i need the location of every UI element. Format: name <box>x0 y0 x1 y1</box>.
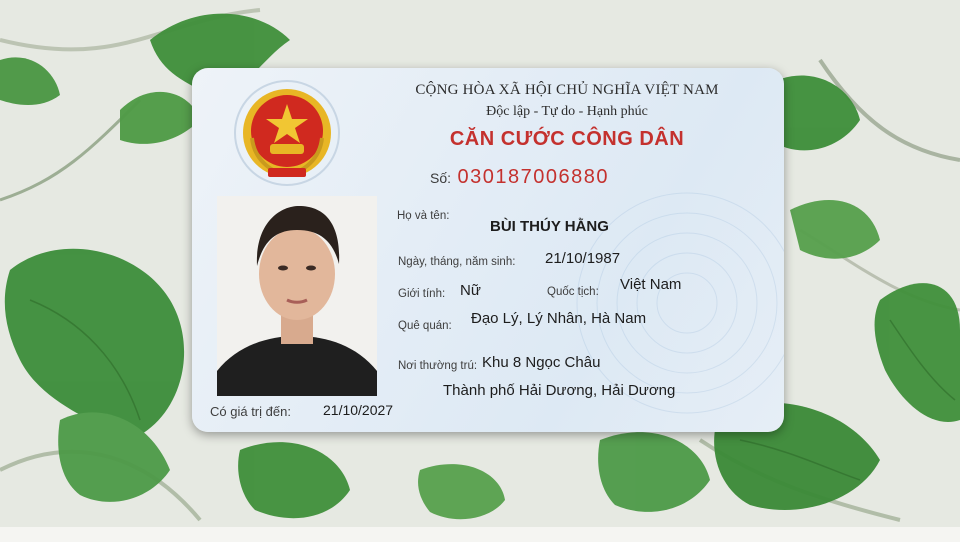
citizen-id-card <box>192 68 784 432</box>
residence-line-2: Thành phố Hải Dương, Hải Dương <box>443 382 676 399</box>
card-number-row <box>430 166 609 189</box>
card-number: 030187006880 <box>457 166 609 188</box>
hometown: Đạo Lý, Lý Nhân, Hà Nam <box>471 310 647 327</box>
portrait-photo <box>217 196 377 396</box>
national-emblem-icon <box>232 78 342 188</box>
hometown-label: Quê quán: <box>398 320 452 332</box>
country-name: CỘNG HÒA XÃ HỘI CHỦ NGHĨA VIỆT NAM <box>415 82 719 98</box>
bottom-edge-strip <box>0 527 960 542</box>
dob-label: Ngày, tháng, năm sinh: <box>398 256 516 268</box>
validity-date: 21/10/2027 <box>323 402 394 418</box>
residence-line-1: Khu 8 Ngọc Châu <box>482 354 601 371</box>
date-of-birth: 21/10/1987 <box>545 250 621 267</box>
sex: Nữ <box>460 282 481 299</box>
card-number-label: Số: <box>430 170 452 186</box>
residence-label: Nơi thường trú: <box>398 360 478 372</box>
nationality: Việt Nam <box>620 276 682 293</box>
nationality-label: Quốc tịch: <box>547 286 599 298</box>
full-name-label: Họ và tên: <box>397 210 450 222</box>
validity-label: Có giá trị đến: <box>210 404 291 419</box>
full-name: BÙI THÚY HẰNG <box>490 218 609 235</box>
card-title: CĂN CƯỚC CÔNG DÂN <box>449 128 685 150</box>
national-motto: Độc lập - Tự do - Hạnh phúc <box>486 104 648 119</box>
sex-label: Giới tính: <box>398 288 446 300</box>
